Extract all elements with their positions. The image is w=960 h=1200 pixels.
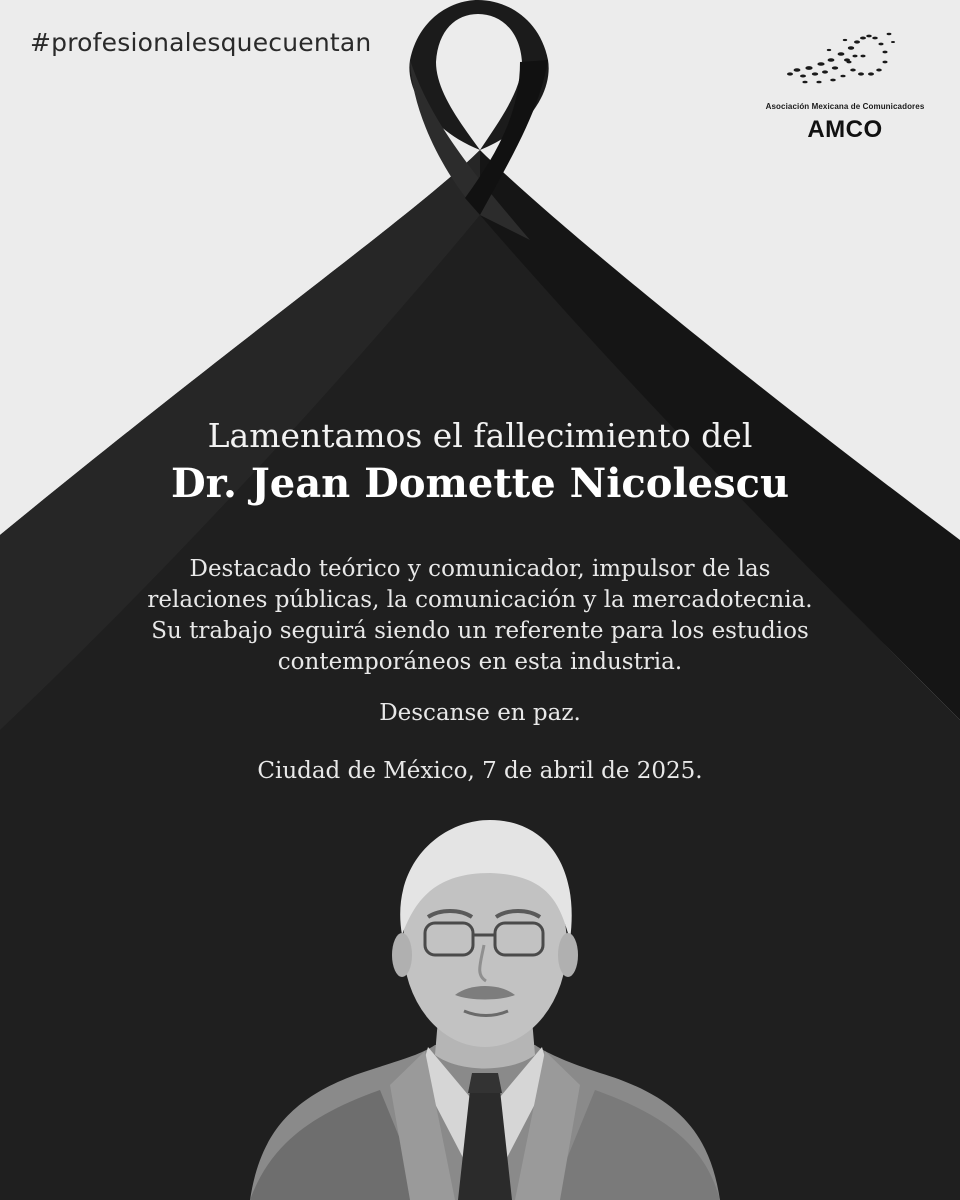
- announcement-lead: Lamentamos el fallecimiento del: [207, 416, 753, 455]
- tribute-line: Su trabajo seguirá siendo un referente para los estudios: [151, 618, 809, 644]
- hashtag: #profesionalesquecuentan: [30, 28, 372, 57]
- logo-name: AMCO: [807, 116, 883, 143]
- logo-caption: Asociación Mexicana de Comunicadores: [765, 102, 925, 111]
- tribute-line: Destacado teórico y comunicador, impulsor de las: [189, 556, 771, 582]
- rest-in-peace: Descanse en paz.: [379, 700, 581, 726]
- tribute-text: [120, 554, 840, 678]
- place-date: Ciudad de México, 7 de abril de 2025.: [257, 758, 703, 784]
- portrait-photo: [250, 815, 720, 1200]
- tribute-line: relaciones públicas, la comunicación y la mercadotecnia.: [147, 587, 813, 613]
- deceased-name: Dr. Jean Domette Nicolescu: [170, 460, 790, 507]
- tribute-line: contemporáneos en esta industria.: [277, 649, 683, 675]
- amco-bird-flock-icon: [785, 30, 895, 92]
- amco-logo: [755, 30, 935, 150]
